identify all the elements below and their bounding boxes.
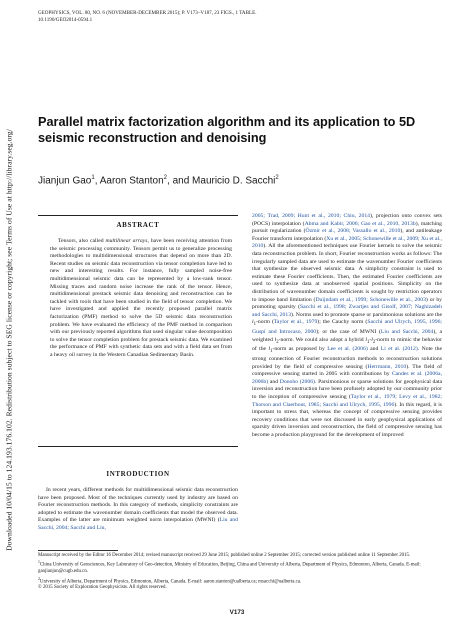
body-text: ). All the aforementioned techniques use Fourier kernels to solve the seismic data reconstruction problem. In short, Fourier reconstruction works as follows: The irregularly sampled data are used to estimate the wavenumber Fourier coefficients that synthesize the observed seismic data. A simplicity constraint is used to estimate these Fourier coefficients. Then, the estimated Fourier coefficients are used to synthesize data at unobserved spatial positions. Simplicity on the distribution of wavenumber domain coefficients is sought by restriction operators to impose band limitation (: [252, 243, 442, 303]
citation-link[interactable]: Taylor et al., 1979; Levy et al., 1982; Thorson and Claerbout, 1985; Sacchi and Ulrych, 1995, 1996: [252, 394, 442, 408]
abstract-heading: ABSTRACT: [116, 221, 160, 229]
body-text: ) or by promoting sparsity (: [252, 296, 443, 311]
citation-link[interactable]: Duijndam et al., 1999; Schonewille et al., 2003: [315, 296, 426, 303]
body-text: -: [369, 336, 372, 343]
body-text: -norm as proposed by: [272, 346, 328, 353]
manuscript-history: Manuscript received by the Editor 16 December 2014; revised manuscript received 29 June 2015; published online 2 September 2015; corrected version published online 11 September 2015.: [38, 553, 411, 558]
copyright-notice: © 2015 Society of Exploration Geophysicists. All rights reserved.: [38, 585, 167, 591]
author-separator: ,: [94, 175, 100, 187]
citation-link[interactable]: Herrmann, 2010: [367, 363, 407, 370]
author-separator: , and: [167, 175, 193, 187]
author-list: [38, 175, 279, 186]
citation-link[interactable]: Lee et al. (2006): [327, 346, 368, 353]
author-name: Mauricio D. Sacchi: [192, 175, 276, 187]
math-subscript: 1: [253, 322, 256, 328]
affiliation-mark: 2: [38, 576, 40, 581]
abstract-text-part: Tensors, also called: [58, 238, 106, 244]
math-symbol: l: [268, 346, 271, 353]
citation-link[interactable]: Sacchi et al., 1998; Zwartjes and Gisolf, 2007; Naghizadeh and Sacchi, 2013: [252, 304, 442, 318]
body-text: ), a weighted: [252, 329, 442, 343]
body-text: . Note the strong connection of Fourier reconstruction methods to reconstruction solutions provided by the field of compressive sensing (: [252, 346, 443, 370]
intro-paragraph: [38, 487, 238, 533]
body-text: -norm to mimic the behavior of the: [252, 336, 443, 353]
body-text: ), projection onto convex sets (POCS) interpolation (: [252, 213, 442, 227]
math-symbol: l: [252, 319, 254, 326]
affiliation-mark: 1: [38, 560, 40, 565]
citation-link[interactable]: Liu and Sacchi, 2004: [380, 329, 434, 336]
download-notice: [3, 70, 15, 610]
body-text: and: [268, 378, 280, 385]
body-text: -norm (: [255, 319, 274, 326]
body-text: ); the Cauchy norm (: [317, 319, 368, 326]
citation-link[interactable]: Taylor et al., 1979: [273, 319, 318, 326]
doi[interactable]: 10.1190/GEO2014-0594.1: [38, 16, 93, 23]
affiliation-mark: 1: [91, 175, 95, 181]
body-text: and: [367, 346, 381, 353]
affiliation-1: [38, 559, 442, 575]
citation-link[interactable]: Li et al. (2012): [380, 346, 418, 353]
math-subscript: 1: [367, 339, 370, 345]
citation-link[interactable]: Donoho (2006): [279, 378, 315, 385]
math-subscript: 2: [372, 339, 376, 345]
author-name: Aaron Stanton: [99, 175, 164, 187]
affiliation-mark: 2: [163, 175, 168, 181]
abstract-term: multilinear arrays: [105, 238, 148, 244]
body-text: ). In this regard, it is important to stress that, whereas the concept of compressive sensing provides recovery conditions that were not discussed in early geophysical applications of sparsity driven inversion and reconstruction, the field of compressive sensing has become a production playground for the development of improved: [252, 401, 443, 439]
body-text: -norm. We could also adopt a hybrid: [278, 336, 366, 343]
math-subscript: 1: [270, 349, 273, 355]
abstract-text: [50, 238, 232, 360]
math-subscript: 2: [276, 339, 279, 345]
footnotes: [38, 553, 442, 592]
abstract-text-part: , have been receiving attention from the seismic processing community. Tensors permit us to generalize processing methodologies to multidimensional structures that depend on more than 2D. Recent studies on seismic data reconstruction via tensor completion have led to new and interesting results. For instance, fully sampled noise-free multidimensional seismic data can be represented by a low-rank tensor. Missing traces and random noise increase the rank of the tensor. Hence, multidimensional prestack seismic data denoising and reconstruction can be tackled with tools that have been studied in the field of tensor completion. We have investigated and applied the recently proposed parallel matrix factorization (PMF) method to solve the 5D seismic data reconstruction problem. We have evaluated the efficiency of the PMF method in comparison with our previously reported algorithms that used singular value decomposition to solve the tensor completion problem for prestack seismic data. We examined the performance of PMF with synthetic data sets and with a field data set from a heavy oil survey in the Western Canadian Sedimentary Basin.: [50, 238, 232, 358]
paper-title: Parallel matrix factorization algorithm and its application to 5D seismic reconstruction and denoising: [38, 115, 416, 145]
citation-link[interactable]: Xu et al., 2005; Schonewille et al., 2009; Xu et al., 2010: [252, 235, 442, 250]
body-text: In recent years, different methods for multidimensional seismic data reconstruction have been proposed. Most of the techniques currently used by industry are based on Fourier reconstruction methods. In this category of methods, simplicity constraints are adopted to estimate the wavenumber domain coefficients that model the observed data. Examples of the latter are minimum weighted norm interpolation (MWNI) (: [38, 487, 238, 524]
citation-link[interactable]: Sacchi and Ulrych, 1995, 1996; Guspí and Introcaso, 2000: [252, 319, 442, 336]
affiliation-2: [38, 576, 442, 586]
footnote-divider: [38, 550, 118, 551]
math-symbol: l: [371, 336, 373, 343]
download-notice-text: Downloaded 10/04/15 to 124.193.176.102. Redistribution subject to SEG license or copyright; see Terms of Use at http://library.seg.org/: [4, 129, 14, 551]
math-symbol: l: [365, 336, 367, 343]
journal-header: [38, 10, 257, 24]
citation-link[interactable]: Liu and Sacchi, 2004; Sacchi and Liu,: [38, 517, 238, 531]
journal-citation: GEOPHYSICS, VOL. 80, NO. 6 (NOVEMBER-DECEMBER 2015); P. V173–V187, 23 FIGS., 1 TABLE.: [38, 10, 257, 16]
body-text: . Parsimonious or sparse solutions for geophysical data inversion and reconstruction have been profusely adopted by our community prior to the inception of compressive sensing (: [252, 378, 443, 401]
author-name: Jianjun Gao: [38, 175, 92, 187]
body-text: ); or the case of MWNI (: [316, 329, 381, 336]
body-text: ). Norms used to promote sparse or parsimonious solutions are the: [291, 311, 443, 318]
page-number: V173: [229, 609, 245, 616]
body-text: ), and antileakage Fourier transform interpolation (: [252, 228, 443, 242]
affiliation-text: China University of Geosciences, Key Laboratory of Geo-detection, Ministry of Education, Beijing, China and University of Alberta, Department of Physics, Edmonton, Alberta, Canada. E-mail: gaojianjun@cugb.edu.cn.: [38, 562, 421, 575]
affiliation-text: University of Alberta, Department of Physics, Edmonton, Alberta, Canada. E-mail: aaron.stanton@ualberta.ca; msacchi@ualberta.ca.: [39, 579, 302, 585]
math-symbol: l: [274, 336, 277, 343]
body-text: ). The field of compressive sensing started in 2005 with contributions by: [252, 363, 442, 378]
citation-link[interactable]: 2005; Trad, 2009; Hunt et al., 2010; Chiu, 2014: [252, 213, 371, 219]
right-column-text: [252, 213, 442, 440]
citation-link[interactable]: Abma and Kabir, 2006; Gao et al., 2010, 2013b: [304, 220, 416, 227]
section-heading-introduction: INTRODUCTION: [106, 470, 170, 478]
body-text: ), matching pursuit regularization (: [252, 220, 442, 235]
affiliation-mark: 2: [275, 175, 279, 181]
citation-link[interactable]: Candes et al. (2006a, 2006b): [252, 371, 443, 385]
citation-link[interactable]: Özmir et al., 2008; Vassallo et al., 2010: [305, 228, 401, 235]
